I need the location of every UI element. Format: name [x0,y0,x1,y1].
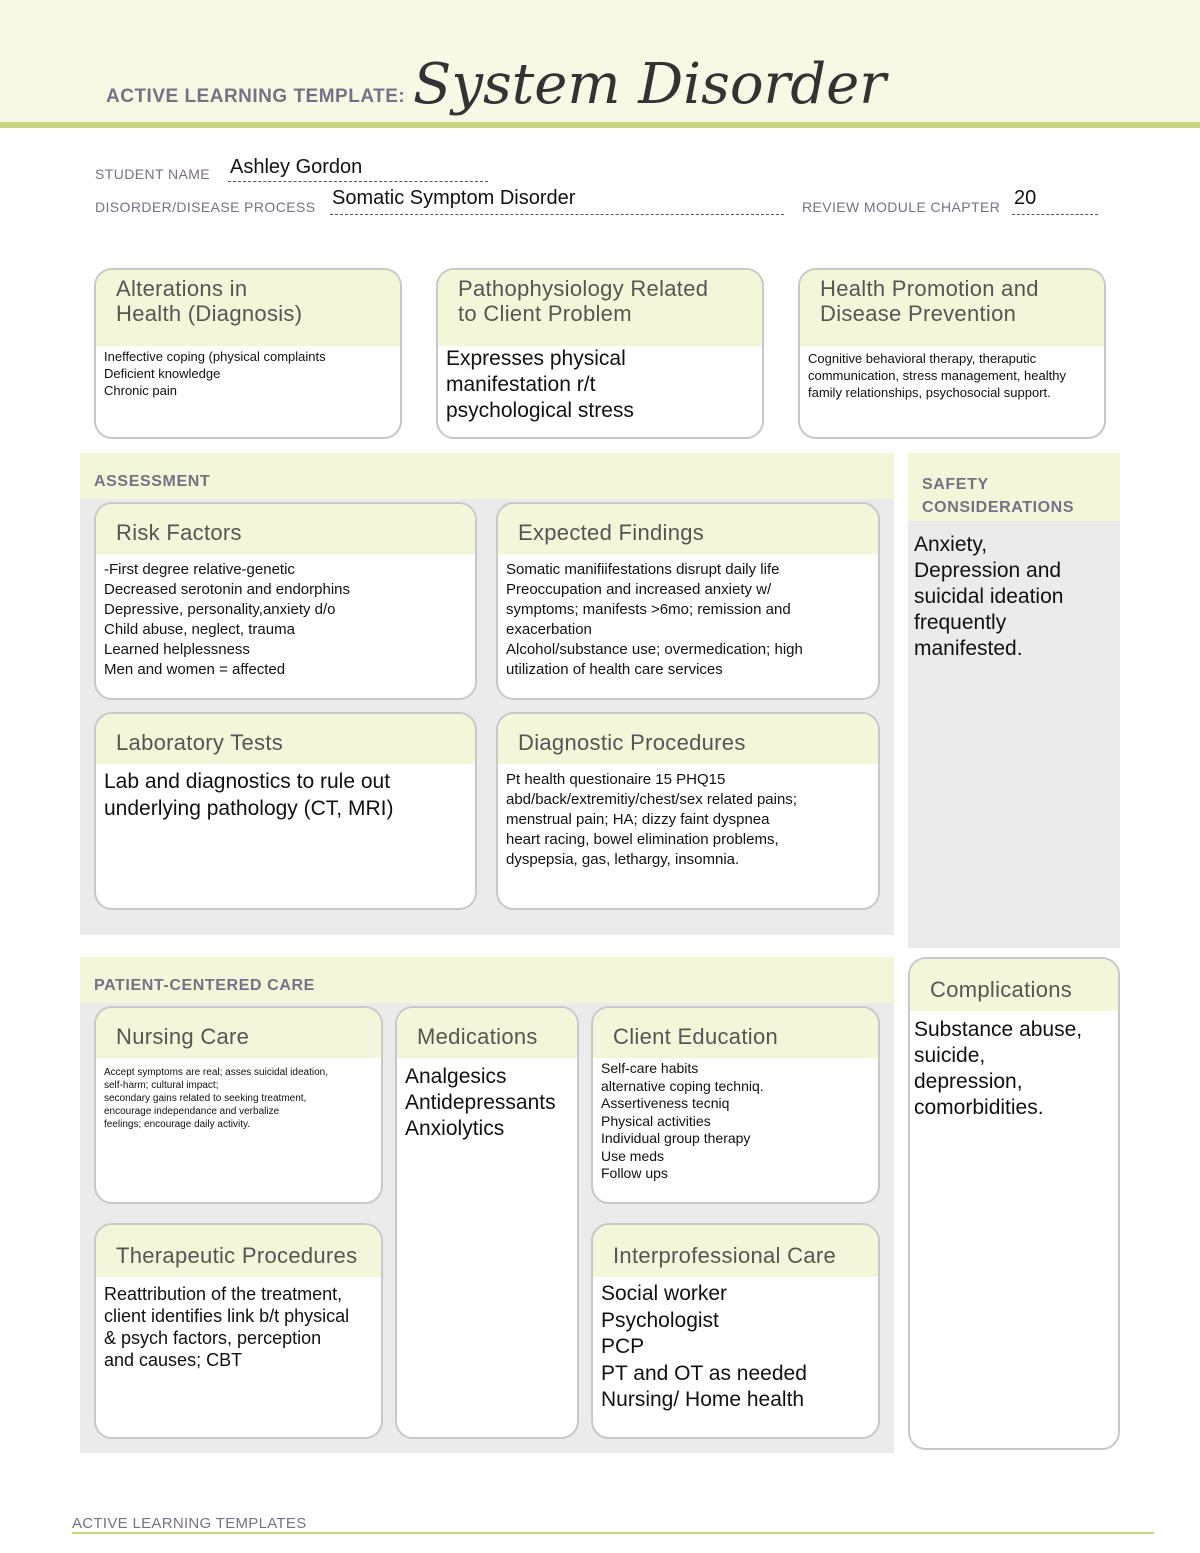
lab-tests-text[interactable]: Lab and diagnostics to rule out underlying pathology (CT, MRI) [104,770,394,820]
student-name-field[interactable]: Ashley Gordon [230,156,363,178]
expected-findings-title: Expected Findings [498,504,878,554]
nursing-care-title: Nursing Care [96,1008,381,1058]
disorder-underline [330,213,784,215]
therapeutic-procedures-title: Therapeutic Procedures [96,1225,381,1277]
footer-text: ACTIVE LEARNING TEMPLATES [72,1515,307,1532]
assessment-title: ASSESSMENT [94,473,211,490]
complications-text[interactable]: Substance abuse, suicide, depression, comorbidities. [914,1018,1083,1119]
risk-factors-text[interactable]: -First degree relative-genetic Decreased serotonin and endorphins Depressive, personality,anxiety d/o Child abuse, neglect, trauma Learned helplessness Men and women = affected [104,561,350,678]
health-promotion-text[interactable]: Cognitive behavioral therapy, theraputic communication, stress management, healthy family relationships, psychosocial support. [808,351,1066,400]
medications-box [395,1006,579,1439]
health-promotion-box [798,268,1106,439]
expected-findings-box [496,502,880,700]
pathophysiology-text[interactable]: Expresses physical manifestation r/t psychological stress [446,347,634,422]
chapter-underline [1012,213,1098,215]
risk-factors-title: Risk Factors [96,504,475,554]
safety-title: SAFETY CONSIDERATIONS [922,476,1075,516]
client-education-box [591,1006,880,1204]
chapter-field[interactable]: 20 [1014,187,1037,209]
complications-box [908,957,1120,1450]
medications-text[interactable]: Analgesics Antidepressants Anxiolytics [405,1065,556,1140]
client-education-title: Client Education [593,1008,878,1058]
alterations-box [94,268,402,439]
health-promotion-title: Health Promotion and Disease Prevention [800,270,1104,346]
chapter-label: REVIEW MODULE CHAPTER [802,199,1001,215]
diagnostic-procedures-text[interactable]: Pt health questionaire 15 PHQ15 abd/back/extremitiy/chest/sex related pains; menstrual pain; HA; dizzy faint dyspnea heart racing, bowel elimination problems, dyspepsia, gas, lethargy, insomnia. [506,771,797,868]
diagnostic-procedures-box [496,712,880,910]
lab-tests-title: Laboratory Tests [96,714,475,764]
disorder-field[interactable]: Somatic Symptom Disorder [332,187,576,209]
expected-findings-text[interactable]: Somatic manifiifestations disrupt daily life Preoccupation and increased anxiety w/ symptoms; manifests >6mo; remission and exacerbation Alcohol/substance use; overmedication; high utilization of health care services [506,561,803,678]
header-divider [0,122,1200,128]
client-education-text[interactable]: Self-care habits alternative coping techniq. Assertiveness tecniq Physical activities Individual group therapy Use meds Follow ups [601,1060,764,1181]
alterations-text[interactable]: Ineffective coping (physical complaints Deficient knowledge Chronic pain [104,349,326,398]
template-title: System Disorder [413,52,887,117]
alterations-title: Alterations in Health (Diagnosis) [96,270,400,346]
diagnostic-procedures-title: Diagnostic Procedures [498,714,878,764]
pathophysiology-title: Pathophysiology Related to Client Problem [438,270,762,346]
student-name-underline [228,180,488,182]
safety-text[interactable]: Anxiety, Depression and suicidal ideation frequently manifested. [914,533,1064,660]
student-name-label: STUDENT NAME [95,166,210,182]
interprofessional-care-title: Interprofessional Care [593,1225,878,1277]
patient-care-title: PATIENT-CENTERED CARE [94,977,315,994]
template-label: ACTIVE LEARNING TEMPLATE: [106,86,406,107]
complications-title: Complications [910,959,1118,1011]
disorder-label: DISORDER/DISEASE PROCESS [95,199,316,215]
nursing-care-text[interactable]: Accept symptoms are real; asses suicidal ideation, self-harm; cultural impact; secondary gains related to seeking treatment, encourage independance and verbalize feelings; encourage daily activity. [104,1067,328,1130]
footer-divider [72,1532,1154,1534]
interprofessional-care-text[interactable]: Social worker Psychologist PCP PT and OT as needed Nursing/ Home health [601,1282,807,1411]
nursing-care-box [94,1006,383,1204]
safety-panel [908,453,1120,948]
pathophysiology-box [436,268,764,439]
risk-factors-box [94,502,477,700]
medications-title: Medications [397,1008,577,1058]
interprofessional-care-box [591,1223,880,1439]
therapeutic-procedures-box [94,1223,383,1439]
therapeutic-procedures-text[interactable]: Reattribution of the treatment, client identifies link b/t physical & psych factors, perception and causes; CBT [104,1284,350,1370]
lab-tests-box [94,712,477,910]
